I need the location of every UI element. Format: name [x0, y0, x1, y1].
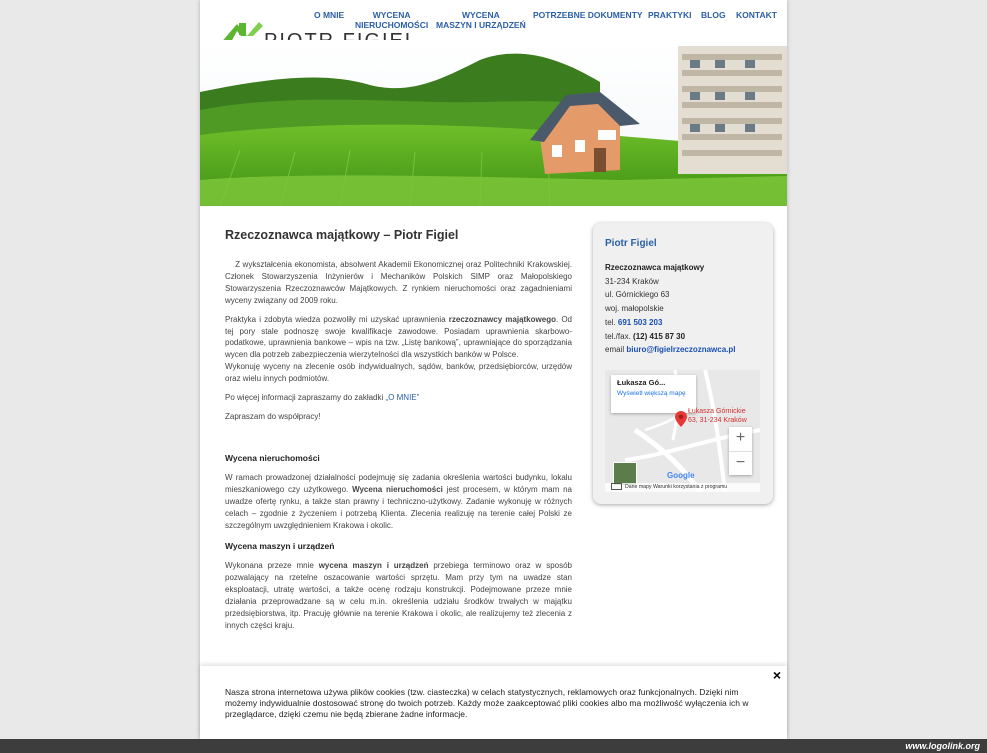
contact-region: woj. małopolskie [605, 304, 664, 314]
more-info-paragraph: Po więcej informacji zapraszamy do zakładki „O MNIE” [225, 393, 420, 403]
map-footer: Dane mapy Warunki korzystania z programu [605, 483, 760, 492]
property-paragraph: W ramach prowadzonej działalności podejmuję się zadania określenia wartości budynku, lokalu mieszkaniowego czy użytkowego. Wycena nieruchomości jest procesem, w którym mam na uwadze ofertę rynku, a także stan prawny i techniczno-użytkowy. Zadanie wykonuję w różnych celach – zgodnie z życzeniem i potrzebą Klienta. Zlecenia realizuję na terenie całej Polski ze szczególnym uwzględnieniem Krakowa i okolic. [225, 472, 573, 530]
section-heading-property: Wycena nieruchomości [225, 452, 320, 463]
contact-details: Rzeczoznawca majątkowy 31-234 Kraków ul. Górnickiego 63 woj. małopolskie tel. 691 503 203 tel./fax. (12) 415 87 30 email biuro@figielrzeczoznawca.pl [605, 263, 736, 355]
zoom-out-button[interactable]: − [735, 454, 746, 471]
nav-praktyki[interactable]: PRAKTYKI [648, 10, 692, 20]
contact-role: Rzeczoznawca majątkowy [605, 263, 705, 272]
main-nav [200, 0, 787, 40]
contact-sidebar [593, 223, 773, 504]
qualifications-paragraph: Praktyka i zdobyta wiedza pozwoliły mi uzyskać uprawnienia rzeczoznawcy majątkowego. Od tej pory stale podnoszę swoje kwalifikacje zawodowe. Posiadam uprawnienia skarbowo-podatkowe, uprawnienia bankowe – wpis na tzw. „Listę bankową”, uprawniające do sporządzania wycen dla potrzeb zabezpieczenia wierzytelności dla wszystkich banków w Polsce. Wykonuję wyceny na zlecenie osób indywidualnych, sądów, banków, przedsiębiorców, urzędów oraz wielu innych podmiotów. [225, 314, 572, 384]
header-banner-image [200, 40, 787, 206]
section-heading-machines: Wycena maszyn i urządzeń [225, 541, 335, 552]
footer-bar [0, 739, 987, 753]
map-pin-icon[interactable] [675, 411, 687, 427]
larger-map-link[interactable]: Wyświetl większą mapę [617, 390, 686, 397]
google-logo: Google [667, 471, 695, 480]
nav-blog[interactable]: BLOG [701, 10, 726, 20]
machines-paragraph: Wykonana przeze mnie wycena maszyn i urządzeń przebiega terminowo oraz w sposób pozwalający na rzetelne oszacowanie wartości sprzętu. Mam przy tym na uwadze stan eksploatacji, utratę wartości, a także ocenę rodzaju konstrukcji. Podejmowane przeze mnie działania przeprowadzane są w celu m.in. określenia udziału środków trwałych w majątku przedsiębiorstwa, itp. Pracuję głównie na terenie Krakowa i okolic, ale realizujemy też zlecenia z innych części kraju. [225, 561, 572, 630]
nav-o-mnie[interactable]: O MNIE [314, 10, 345, 20]
google-map[interactable] [605, 370, 760, 492]
nav-kontakt[interactable]: KONTAKT [736, 10, 777, 20]
cookie-close-button[interactable]: × [772, 667, 782, 683]
nav-wycena-maszyn[interactable]: WYCENA MASZYN I URZĄDZEŃ [436, 10, 526, 30]
map-zoom-controls [729, 427, 752, 475]
main-content [225, 228, 572, 639]
cookie-banner [200, 666, 787, 738]
page-container [200, 0, 787, 753]
sidebar-title: Piotr Figiel [605, 238, 657, 249]
fax-number: (12) 415 87 30 [633, 331, 686, 341]
contact-city: 31-234 Kraków [605, 276, 659, 286]
watermark-text: www.logolink.org [905, 741, 980, 751]
map-info-popup: Łukasza Gó... Wyświetl większą mapę [611, 375, 696, 413]
map-pin-label: Łukasza Górnickie 63, 31-234 Kraków [688, 408, 747, 424]
page-title: Rzeczoznawca majątkowy – Piotr Figiel [225, 228, 459, 242]
email-link[interactable]: biuro@figielrzeczoznawca.pl [626, 345, 736, 355]
intro-paragraph: Z wykształcenia ekonomista, absolwent Akademii Ekonomicznej oraz Politechniki Krakowskiej. Członek Stowarzyszenia Inżynierów i Mechaników Polskich SIMP oraz Małopolskiego Stowarzyszenia Rzeczoznawców Majątkowych. Z rynkiem nieruchomości oraz zagadnieniami wyceny związany od 2009 roku. [225, 260, 572, 305]
cookie-text: Nasza strona internetowa używa plików cookies (tzw. ciasteczka) w celach statystycznych, reklamowych oraz funkcjonalnych. Dzięki nim możemy indywidualnie dostosować stronę do twoich potrzeb. Każdy może zaakceptować pliki cookies albo ma możliwość wyłączenia ich w przeglądarce, dzięki czemu nie będą zbierane żadne informacje. [225, 687, 749, 719]
zoom-in-button[interactable]: + [729, 427, 752, 452]
contact-street: ul. Górnickiego 63 [605, 290, 670, 300]
invite-paragraph: Zapraszam do współpracy! [225, 411, 321, 421]
nav-potrzebne-dokumenty[interactable]: POTRZEBNE DOKUMENTY [533, 10, 643, 20]
nav-wycena-nieruchomosci[interactable]: WYCENA NIERUCHOMOŚCI [355, 10, 429, 30]
o-mnie-link[interactable]: „O MNIE” [385, 393, 420, 403]
header [200, 0, 787, 206]
keyboard-icon[interactable] [611, 483, 622, 490]
phone-link[interactable]: 691 503 203 [617, 317, 663, 327]
